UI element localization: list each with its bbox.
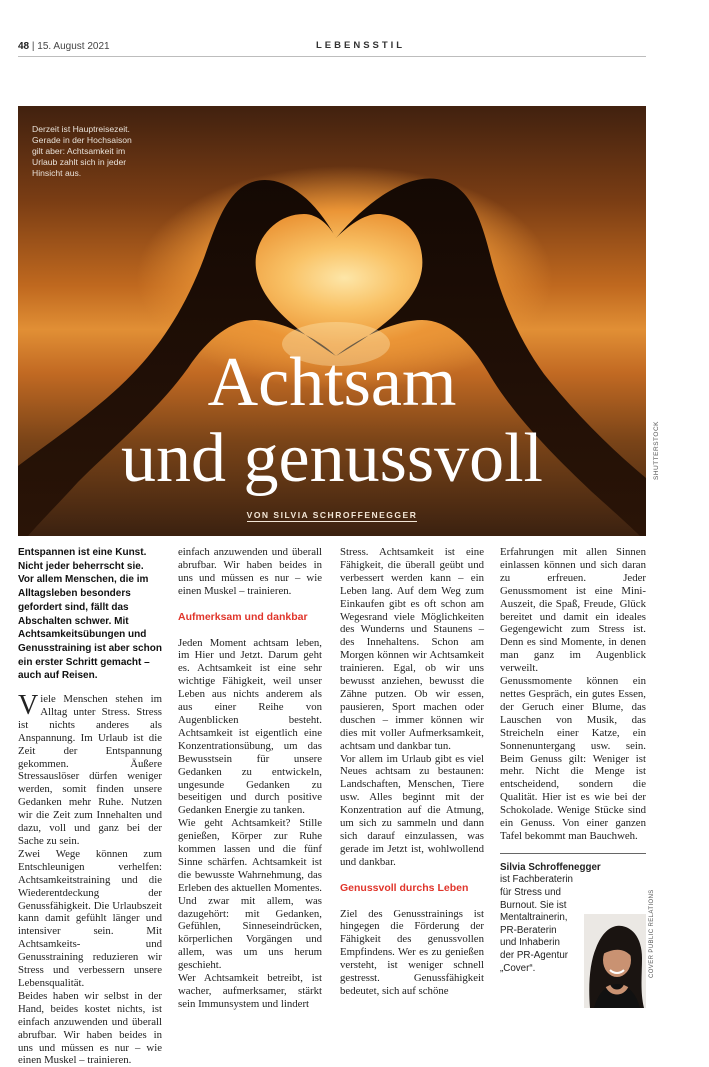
- author-photo: [584, 914, 646, 1008]
- subheading-1: Aufmerksam und dankbar: [178, 610, 308, 623]
- article-lead: Entspannen ist eine Kunst. Nicht jeder beherrscht sie. Vor allem Menschen, die im Alltagsleben besonders gefordert sind, fällt das Abschalten schwer. Mit Achtsamkeitsübungen und Genusstraining ist aber schon ein erster Schritt gemacht – auch auf Reisen.: [18, 547, 162, 682]
- author-name: Silvia Schroffenegger: [500, 861, 601, 873]
- section-label: LEBENSSTIL: [316, 40, 406, 51]
- author-box: [500, 862, 646, 975]
- paragraph-5: Wie geht Achtsamkeit? Stille genießen, Körper zur Ruhe kommen lassen und die fünf Sinne schärfen. Achtsamkeit ist die bewusste Wahrnehmung, das Erleben des aktuellen Momentes. Und zwar mit allem, was dazugehört: mit Gedanken, Gefühlen, Sinneseindrücken, körperlichen Vorgängen und allem, was um uns herum geschieht.: [178, 817, 322, 972]
- byline-text: VON SILVIA SCHROFFENEGGER: [246, 510, 418, 520]
- paragraph-7: Vor allem im Urlaub gibt es viel Neues achtsam zu bestaunen: Landschaften, Menschen, Tiere usw. Alles beginnt mit der Konzentration auf die Atmung, um sich zu sammeln und dann sich darauf einzulassen, was gerade im Jetzt ist, wohlwollend und dankbar.: [340, 752, 484, 868]
- author-divider: [500, 853, 646, 854]
- paragraph-3-cont: einfach anzuwenden und überall abrufbar. Wir haben beides in uns und müssen es nur – wie einen Muskel – trainieren.: [178, 546, 322, 597]
- column-3: [340, 546, 484, 998]
- paragraph-2: Zwei Wege können zum Entschleunigen verhelfen: Achtsamkeitstraining und die Wiederentdeckung der Genussfähigkeit. Die Urlaubszeit kann damit gefühlt länger und intensiver sein. Mit Achtsamkeits- und Genusstraining reduzieren wir Stress und verbessern unsere Lebensqualität.: [18, 847, 162, 989]
- subheading-2: Genussvoll durchs Leben: [340, 881, 469, 894]
- author-portrait-icon: [584, 914, 646, 1008]
- author-photo-credit: COVER PUBLIC RELATIONS: [649, 889, 655, 978]
- paragraph-9: Genussmomente können ein nettes Gespräch, ein gutes Essen, der Geruch einer Blume, das Lauschen von Musik, das Streicheln einer Katze, ein Sonnenuntergang usw. sein. Beim Genuss gilt: Weniger ist mehr. Nicht die Menge ist entscheidend, sondern die Qualität. Hier ist es wie bei der Schokolade. Wenige Stücke sind ein Genuss. Von einer ganzen Tafel bekommt man Bauchweh.: [500, 675, 646, 842]
- headline-line-2: und genussvoll: [121, 420, 543, 497]
- author-bio: ist Fachberaterin für Stress und Burnout. Sie ist Mentaltrainerin, PR-Beraterin und Inhaberin der PR-Agentur „Cover“.: [500, 874, 573, 974]
- photo-credit: SHUTTERSTOCK: [653, 421, 660, 480]
- paragraph-1: [18, 690, 162, 848]
- page-info: 48 | 15. August 2021: [18, 41, 110, 52]
- photo-caption: Derzeit ist Hauptreisezeit. Gerade in der Hochsaison gilt aber: Achtsamkeit im Urlaub zahlt sich in jeder Hinsicht aus.: [32, 124, 132, 178]
- drop-cap: V: [18, 690, 39, 722]
- headline-line-1: Achtsam: [207, 344, 457, 421]
- hero-photo: [18, 106, 646, 536]
- paragraph-6: Wer Achtsamkeit betreibt, ist wacher, aufmerksamer, stärkt sein Immunsystem und lindert: [178, 972, 322, 1010]
- issue-date: 15. August 2021: [37, 41, 110, 52]
- paragraph-4: Jeden Moment achtsam leben, im Hier und Jetzt. Darum geht es. Achtsamkeit ist eine sehr wichtige Fähigkeit, weil unser Leben aus nichts anderem als aus einer Reihe von Augenblicken besteht. Achtsamkeit ist eigentlich eine Konzentrationsübung, um das Bewusstsein für unsere Gedanken zu entwickeln, ungesunde Gedanken zu beseitigen und durch positive Gedanken Energie zu tanken.: [178, 636, 322, 817]
- page-number: 48: [18, 41, 30, 52]
- byline: [18, 510, 646, 520]
- paragraph-6-cont: Stress. Achtsamkeit ist eine Fähigkeit, die überall geübt und verbessert werden kann – ein Leben lang. Auf dem Weg zum Einkaufen gibt es oft schon am Wegesrand viele Möglichkeiten des Wunderns und Staunens – des Innehaltens. Schon am Morgen können wir Achtsamkeit trainieren. Egal, ob wir uns bewusst anziehen, bewusst die Zähne putzen. Ob wir essen, pausieren, Sport machen oder duschen – immer können wir dies mit voller Aufmerksamkeit, achtsam und dankbar tun.: [340, 546, 484, 752]
- column-1: [18, 546, 162, 1067]
- column-2: [178, 546, 322, 1011]
- paragraph-8-cont: Erfahrungen mit allen Sinnen einlassen können und sich daran zu erfreuen. Jeder Genussmoment ist eine Mini-Auszeit, die Spaß, Freude, Glück bereitet und damit ein ideales Gegengewicht zum Stress ist. Denn es sind Momente, in denen man ganz im Augenblick verweilt.: [500, 546, 646, 675]
- paragraph-3: Beides haben wir selbst in der Hand, beides kostet nichts, ist einfach anzuwenden und überall abrufbar. Wir haben beides in uns und müssen es nur – wie einen Muskel – trainieren.: [18, 989, 162, 1067]
- page-header: [18, 40, 646, 57]
- paragraph-8: Ziel des Genusstrainings ist hingegen die Förderung der Fähigkeit des genussvollen Empfindens. Wer es zu genießen versteht, ist weniger schnell gestresst. Genussfähigkeit bedeutet, sich auf schöne: [340, 907, 484, 997]
- column-4: [500, 546, 646, 975]
- paragraph-1-text: iele Menschen stehen im Alltag unter Stress. Stress ist nichts anderes als Anspannung. Im Urlaub ist die Zeit der Entspannung gekommen. Äußere Stressauslöser dürfen weniger werden, somit finden unsere Gedanken mehr Ruhe. Nutzen wir die Zeit zum Innehalten und dazu, voll und ganz bei der Sache zu sein.: [18, 693, 162, 847]
